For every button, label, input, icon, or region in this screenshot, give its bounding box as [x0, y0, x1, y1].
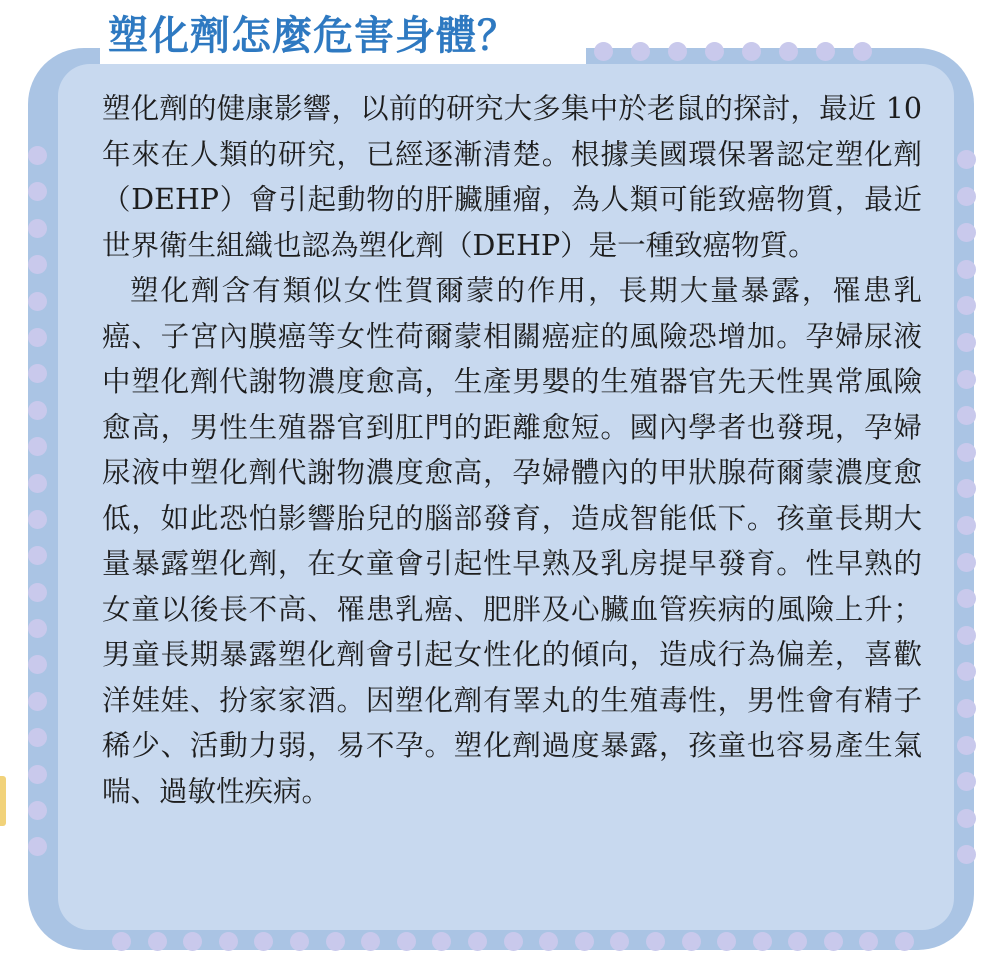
paragraph-2: 塑化劑含有類似女性賀爾蒙的作用，長期大量暴露，罹患乳癌、子宮內膜癌等女性荷爾蒙相關癌症的風險恐增加。孕婦尿液中塑化劑代謝物濃度愈高，生產男嬰的生殖器官先天性異常風險愈高，男性生殖器官到肛門的距離愈短。國內學者也發現，孕婦尿液中塑化劑代謝物濃度愈高，孕婦體內的甲狀腺荷爾蒙濃度愈低，如此恐怕影響胎兒的腦部發育，造成智能低下。孩童長期大量暴露塑化劑，在女童會引起性早熟及乳房提早發育。性早熟的女童以後長不高、罹患乳癌、肥胖及心臟血管疾病的風險上升；男童長期暴露塑化劑會引起女性化的傾向，造成行為偏差，喜歡洋娃娃、扮家家酒。因塑化劑有睪丸的生殖毒性，男性會有精子稀少、活動力弱，易不孕。塑化劑過度暴露，孩童也容易產生氣喘、過敏性疾病。 [102, 274, 922, 808]
article-body [102, 86, 922, 814]
paragraph-1: 塑化劑的健康影響，以前的研究大多集中於老鼠的探討，最近 10 年來在人類的研究，已經逐漸清楚。根據美國環保署認定塑化劑（DEHP）會引起動物的肝臟腫瘤，為人類可能致癌物質，最近世界衛生組織也認為塑化劑（DEHP）是一種致癌物質。 [102, 92, 922, 262]
edge-marker [0, 776, 6, 826]
article-title: 塑化劑怎麼危害身體？ [108, 13, 518, 59]
